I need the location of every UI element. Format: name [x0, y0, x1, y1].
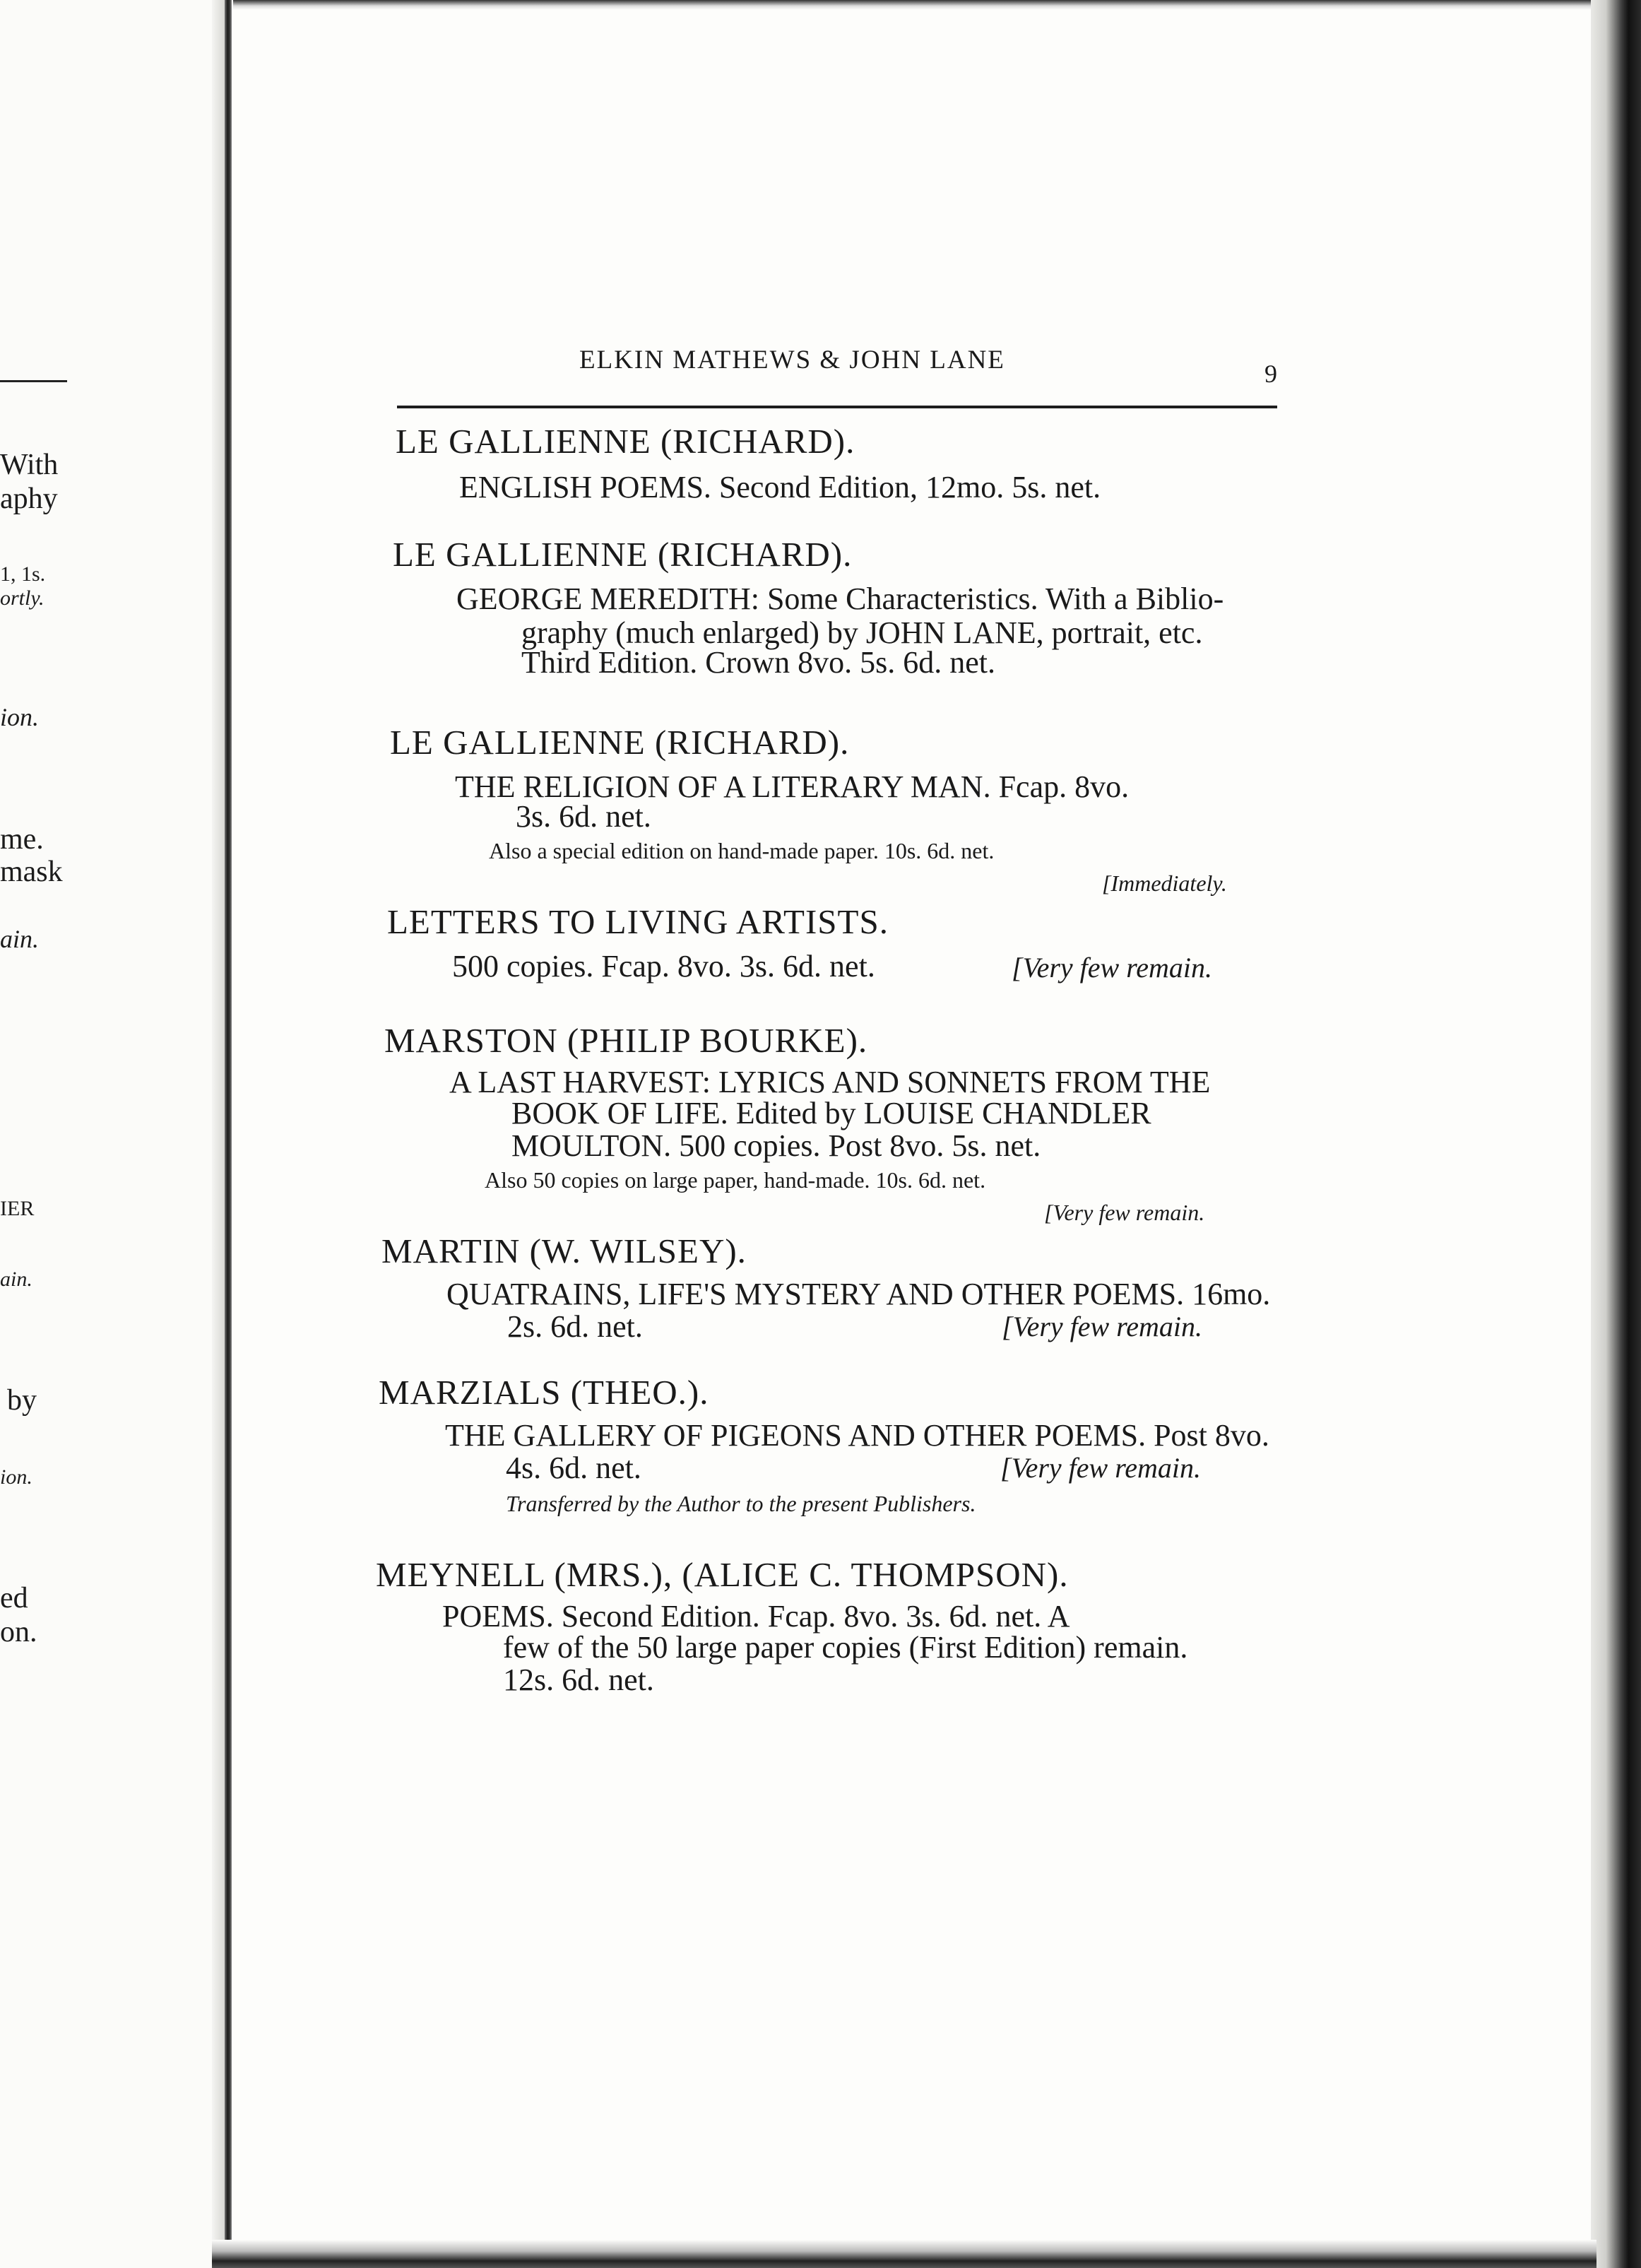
- fragment-text: ortly.: [0, 586, 45, 610]
- entry-status: [Very few remain.: [1012, 952, 1213, 984]
- fragment-text: ion.: [0, 703, 40, 731]
- entry-heading: MARSTON (PHILIP BOURKE).: [384, 1021, 868, 1060]
- entry-line: POEMS. Second Edition. Fcap. 8vo. 3s. 6d. net. A: [442, 1599, 1070, 1634]
- entry-line: THE GALLERY OF PIGEONS AND OTHER POEMS. Post 8vo.: [445, 1418, 1269, 1453]
- entry-heading: LE GALLIENNE (RICHARD).: [390, 723, 850, 762]
- entry-note: Also a special edition on hand-made paper. 10s. 6d. net.: [489, 838, 995, 863]
- entry-line: 4s. 6d. net.: [506, 1451, 641, 1485]
- entry-line: 3s. 6d. net.: [516, 799, 651, 834]
- entry-heading: LE GALLIENNE (RICHARD).: [396, 422, 855, 461]
- fragment-text: ion.: [0, 1465, 32, 1489]
- entry-line: MOULTON. 500 copies. Post 8vo. 5s. net.: [511, 1128, 1041, 1163]
- entry-line: QUATRAINS, LIFE'S MYSTERY AND OTHER POEMS. 16mo.: [446, 1277, 1271, 1311]
- entry-line: THE RELIGION OF A LITERARY MAN. Fcap. 8vo.: [455, 769, 1130, 804]
- entry-note: Transferred by the Author to the present Publishers.: [506, 1491, 976, 1516]
- page-right-edge: [1591, 0, 1641, 2268]
- previous-page-fragment: [0, 0, 226, 2268]
- entry-line: GEORGE MEREDITH: Some Characteristics. With a Biblio-: [456, 581, 1224, 616]
- entry-heading: MEYNELL (MRS.), (ALICE C. THOMPSON).: [376, 1555, 1069, 1594]
- fragment-text: ain.: [0, 1268, 32, 1291]
- entry-heading: LETTERS TO LIVING ARTISTS.: [387, 902, 889, 941]
- entry-line: graphy (much enlarged) by JOHN LANE, portrait, etc.: [521, 615, 1203, 650]
- page-top-edge: [233, 0, 1596, 10]
- entry-line: BOOK OF LIFE. Edited by LOUISE CHANDLER: [511, 1096, 1151, 1130]
- fragment-text: me.: [0, 823, 44, 856]
- previous-page-rule: [0, 380, 67, 382]
- fragment-text: on.: [0, 1616, 37, 1648]
- fragment-text: IER: [0, 1197, 35, 1220]
- fragment-text: ed: [0, 1582, 28, 1614]
- entry-line: 2s. 6d. net.: [507, 1309, 643, 1344]
- running-head: ELKIN MATHEWS & JOHN LANE: [579, 345, 1005, 374]
- header-rule: [397, 406, 1277, 408]
- entry-status: [Very few remain.: [1002, 1311, 1203, 1342]
- entry-line: Third Edition. Crown 8vo. 5s. 6d. net.: [521, 645, 995, 680]
- entry-heading: MARZIALS (THEO.).: [379, 1373, 709, 1412]
- entry-status: [Immediately.: [1102, 870, 1227, 896]
- entry-heading: MARTIN (W. WILSEY).: [381, 1232, 747, 1270]
- gutter-shadow: [212, 0, 225, 2268]
- fragment-text: mask: [0, 856, 63, 888]
- page-number: 9: [1264, 360, 1277, 388]
- entry-line: few of the 50 large paper copies (First Edition) remain.: [503, 1630, 1188, 1665]
- entry-heading: LE GALLIENNE (RICHARD).: [393, 535, 853, 574]
- fragment-text: by: [7, 1384, 37, 1417]
- entry-note: Also 50 copies on large paper, hand-made. 10s. 6d. net.: [485, 1167, 986, 1193]
- fragment-text: With: [0, 449, 59, 481]
- entry-line: ENGLISH POEMS. Second Edition, 12mo. 5s. net.: [459, 470, 1101, 504]
- entry-line: 500 copies. Fcap. 8vo. 3s. 6d. net.: [452, 949, 875, 984]
- fragment-text: ain.: [0, 925, 40, 953]
- fragment-text: aphy: [0, 483, 58, 515]
- fragment-text: 1, 1s.: [0, 562, 46, 586]
- entry-status: [Very few remain.: [1000, 1452, 1202, 1484]
- page-bottom-edge: [212, 2240, 1596, 2268]
- entry-status: [Very few remain.: [1044, 1200, 1205, 1225]
- entry-line: 12s. 6d. net.: [503, 1662, 654, 1697]
- book-gutter: [225, 0, 232, 2268]
- entry-line: A LAST HARVEST: LYRICS AND SONNETS FROM THE: [449, 1065, 1211, 1099]
